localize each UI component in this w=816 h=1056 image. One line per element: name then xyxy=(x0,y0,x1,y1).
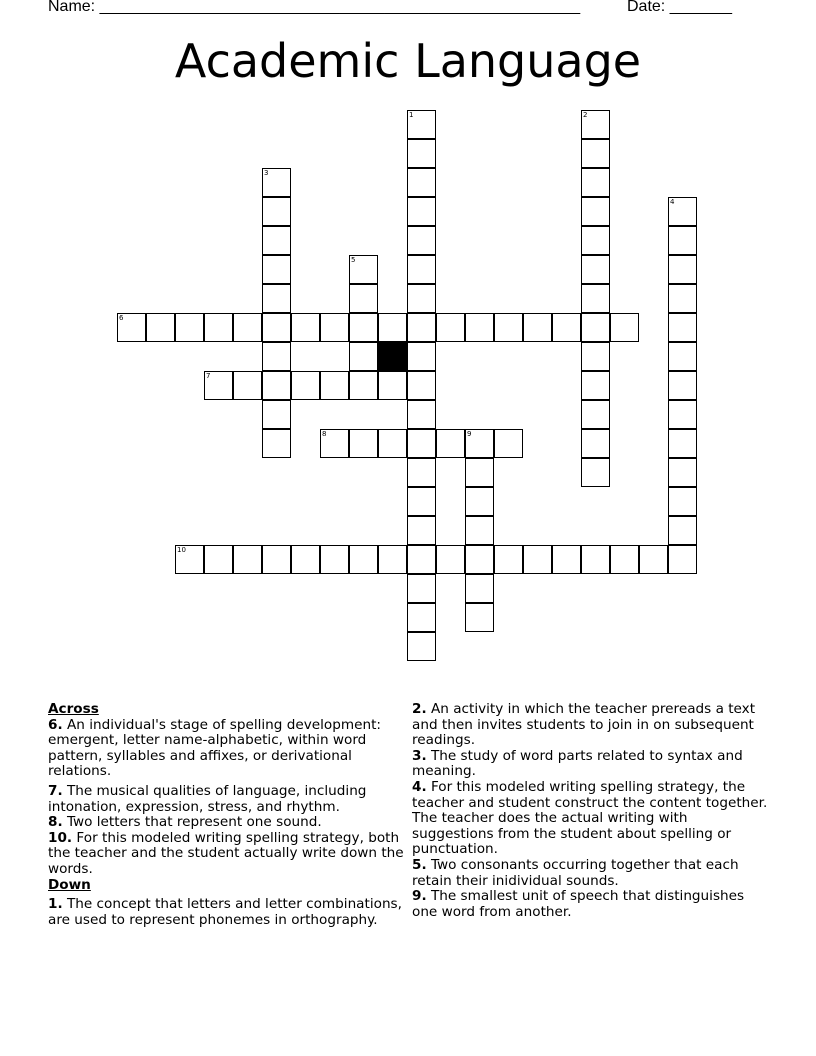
across-heading: Across xyxy=(48,701,99,717)
grid-cell[interactable] xyxy=(668,487,697,516)
grid-cell[interactable] xyxy=(668,545,697,574)
grid-cell[interactable] xyxy=(407,487,436,516)
grid-cell[interactable] xyxy=(407,516,436,545)
clue-number: 2. xyxy=(412,701,427,717)
grid-cell[interactable] xyxy=(204,313,233,342)
clue-text: An activity in which the teacher prereads a text and then invites students to join in on subsequent readings. xyxy=(412,701,756,749)
grid-cell[interactable] xyxy=(494,313,523,342)
grid-cell[interactable] xyxy=(407,574,436,603)
grid-cell[interactable] xyxy=(407,168,436,197)
grid-cell[interactable] xyxy=(378,429,407,458)
grid-cell[interactable] xyxy=(523,313,552,342)
clue-down-9 xyxy=(412,889,772,920)
cell-number: 5 xyxy=(351,256,356,264)
blocked-cell xyxy=(378,342,407,371)
clue-across-6 xyxy=(48,718,404,780)
grid-cell[interactable] xyxy=(407,255,436,284)
grid-cell[interactable] xyxy=(262,284,291,313)
grid-cell[interactable] xyxy=(291,313,320,342)
grid-cell[interactable] xyxy=(407,284,436,313)
grid-cell[interactable] xyxy=(262,313,291,342)
clue-number: 9. xyxy=(412,888,427,905)
grid-cell[interactable] xyxy=(668,429,697,458)
grid-cell[interactable] xyxy=(465,516,494,545)
grid-cell[interactable] xyxy=(204,371,233,400)
grid-cell[interactable] xyxy=(581,110,610,139)
grid-cell[interactable] xyxy=(320,429,349,458)
grid-cell[interactable] xyxy=(581,168,610,197)
clue-down-1 xyxy=(48,897,404,928)
clue-text: For this modeled writing spelling strategy, the teacher and student construct the content together. The teacher does the actual writing with suggestions from the student about spelling or punctuation. xyxy=(412,778,768,858)
grid-cell[interactable] xyxy=(262,226,291,255)
page-title: Academic Language xyxy=(174,34,642,88)
cell-number: 9 xyxy=(467,430,472,438)
grid-cell[interactable] xyxy=(146,313,175,342)
grid-cell[interactable] xyxy=(262,342,291,371)
clue-number: 8. xyxy=(48,814,63,831)
grid-cell[interactable] xyxy=(581,255,610,284)
grid-cell[interactable] xyxy=(262,545,291,574)
grid-cell[interactable] xyxy=(233,545,262,574)
grid-cell[interactable] xyxy=(407,458,436,487)
grid-cell[interactable] xyxy=(581,400,610,429)
grid-cell[interactable] xyxy=(668,400,697,429)
grid-cell[interactable] xyxy=(262,255,291,284)
grid-cell[interactable] xyxy=(407,632,436,661)
grid-cell[interactable] xyxy=(581,226,610,255)
clues-column-left xyxy=(48,702,404,928)
clue-down-4 xyxy=(412,780,772,858)
grid-cell[interactable] xyxy=(262,429,291,458)
grid-cell[interactable] xyxy=(407,342,436,371)
grid-cell[interactable] xyxy=(581,342,610,371)
grid-cell[interactable] xyxy=(668,284,697,313)
grid-cell[interactable] xyxy=(668,342,697,371)
grid-cell[interactable] xyxy=(465,574,494,603)
grid-cell[interactable] xyxy=(668,226,697,255)
grid-cell[interactable] xyxy=(407,226,436,255)
cell-number: 2 xyxy=(583,111,588,119)
clue-number: 3. xyxy=(412,747,427,764)
down-heading: Down xyxy=(48,876,91,893)
grid-cell[interactable] xyxy=(668,313,697,342)
grid-cell[interactable] xyxy=(407,603,436,632)
grid-cell[interactable] xyxy=(204,545,233,574)
grid-cell[interactable] xyxy=(581,458,610,487)
clue-number: 7. xyxy=(48,782,63,799)
grid-cell[interactable] xyxy=(407,139,436,168)
grid-cell[interactable] xyxy=(581,139,610,168)
cell-number: 10 xyxy=(177,546,186,554)
cell-number: 7 xyxy=(206,372,211,380)
grid-cell[interactable] xyxy=(233,371,262,400)
grid-cell[interactable] xyxy=(494,429,523,458)
grid-cell[interactable] xyxy=(378,313,407,342)
clue-text: The concept that letters and letter combinations, are used to represent phonemes in orthography. xyxy=(48,896,402,928)
clue-text: Two letters that represent one sound. xyxy=(66,814,322,831)
clue-number: 6. xyxy=(48,716,63,733)
grid-cell[interactable] xyxy=(349,313,378,342)
clue-number: 4. xyxy=(412,778,427,795)
grid-cell[interactable] xyxy=(581,284,610,313)
grid-cell[interactable] xyxy=(581,545,610,574)
grid-cell[interactable] xyxy=(378,545,407,574)
grid-cell[interactable] xyxy=(523,545,552,574)
grid-cell[interactable] xyxy=(349,545,378,574)
grid-cell[interactable] xyxy=(175,313,204,342)
cell-number: 1 xyxy=(409,111,414,119)
grid-cell[interactable] xyxy=(552,313,581,342)
grid-cell[interactable] xyxy=(349,342,378,371)
grid-cell[interactable] xyxy=(320,371,349,400)
grid-cell[interactable] xyxy=(610,313,639,342)
grid-cell[interactable] xyxy=(668,371,697,400)
grid-cell[interactable] xyxy=(349,429,378,458)
clue-text: The smallest unit of speech that distinguishes one word from another. xyxy=(412,888,745,920)
grid-cell[interactable] xyxy=(465,429,494,458)
grid-cell[interactable] xyxy=(494,545,523,574)
grid-cell[interactable] xyxy=(291,371,320,400)
clue-text: The study of word parts related to syntax and meaning. xyxy=(412,747,743,780)
clue-number: 1. xyxy=(48,896,63,913)
date-field-label[interactable]: Date: _______ xyxy=(627,0,732,15)
cell-number: 8 xyxy=(322,430,327,438)
clue-down-2 xyxy=(412,702,772,749)
grid-cell[interactable] xyxy=(407,545,436,574)
grid-cell[interactable] xyxy=(349,255,378,284)
grid-cell[interactable] xyxy=(581,371,610,400)
grid-cell[interactable] xyxy=(320,545,349,574)
clue-across-7 xyxy=(48,784,404,815)
grid-cell[interactable] xyxy=(233,313,262,342)
grid-cell[interactable] xyxy=(436,313,465,342)
grid-cell[interactable] xyxy=(668,197,697,226)
grid-cell[interactable] xyxy=(639,545,668,574)
grid-cell[interactable] xyxy=(668,255,697,284)
grid-cell[interactable] xyxy=(407,371,436,400)
grid-cell[interactable] xyxy=(610,545,639,574)
grid-cell[interactable] xyxy=(581,313,610,342)
grid-cell[interactable] xyxy=(465,458,494,487)
clue-down-3 xyxy=(412,749,772,780)
grid-cell[interactable] xyxy=(668,516,697,545)
name-field-label[interactable]: Name: ______________________________________________________ xyxy=(48,0,581,15)
grid-cell[interactable] xyxy=(465,603,494,632)
clues-column-right xyxy=(412,702,772,920)
grid-cell[interactable] xyxy=(436,545,465,574)
grid-cell[interactable] xyxy=(320,313,349,342)
grid-cell[interactable] xyxy=(581,197,610,226)
grid-cell[interactable] xyxy=(465,313,494,342)
cell-number: 6 xyxy=(119,314,124,322)
clue-across-8 xyxy=(48,815,404,831)
grid-cell[interactable] xyxy=(349,284,378,313)
grid-cell[interactable] xyxy=(407,197,436,226)
clue-text: An individual's stage of spelling development: emergent, letter name-alphabetic, within word pattern, syllables and affixes, or derivational relations. xyxy=(48,716,382,780)
clue-across-10 xyxy=(48,831,404,878)
grid-cell[interactable] xyxy=(465,487,494,516)
grid-cell[interactable] xyxy=(436,429,465,458)
clue-text: Two consonants occurring together that each retain their inidividual sounds. xyxy=(412,856,739,889)
grid-cell[interactable] xyxy=(407,313,436,342)
grid-cell[interactable] xyxy=(262,168,291,197)
grid-cell[interactable] xyxy=(465,545,494,574)
grid-cell[interactable] xyxy=(262,371,291,400)
grid-cell[interactable] xyxy=(291,545,320,574)
grid-cell[interactable] xyxy=(117,313,146,342)
grid-cell[interactable] xyxy=(581,429,610,458)
grid-cell[interactable] xyxy=(407,400,436,429)
clue-text: The musical qualities of language, including intonation, expression, stress, and rhythm. xyxy=(48,782,367,815)
cell-number: 3 xyxy=(264,169,269,177)
grid-cell[interactable] xyxy=(668,458,697,487)
grid-cell[interactable] xyxy=(552,545,581,574)
clue-number: 10. xyxy=(48,829,73,846)
grid-cell[interactable] xyxy=(407,110,436,139)
clue-number: 5. xyxy=(412,856,427,873)
grid-cell[interactable] xyxy=(407,429,436,458)
grid-cell[interactable] xyxy=(378,371,407,400)
grid-cell[interactable] xyxy=(175,545,204,574)
cell-number: 4 xyxy=(670,198,675,206)
clue-down-5 xyxy=(412,858,772,889)
grid-cell[interactable] xyxy=(349,371,378,400)
grid-cell[interactable] xyxy=(262,197,291,226)
grid-cell[interactable] xyxy=(262,400,291,429)
clue-text: For this modeled writing spelling strategy, both the teacher and the student actually write down the words. xyxy=(48,829,404,877)
